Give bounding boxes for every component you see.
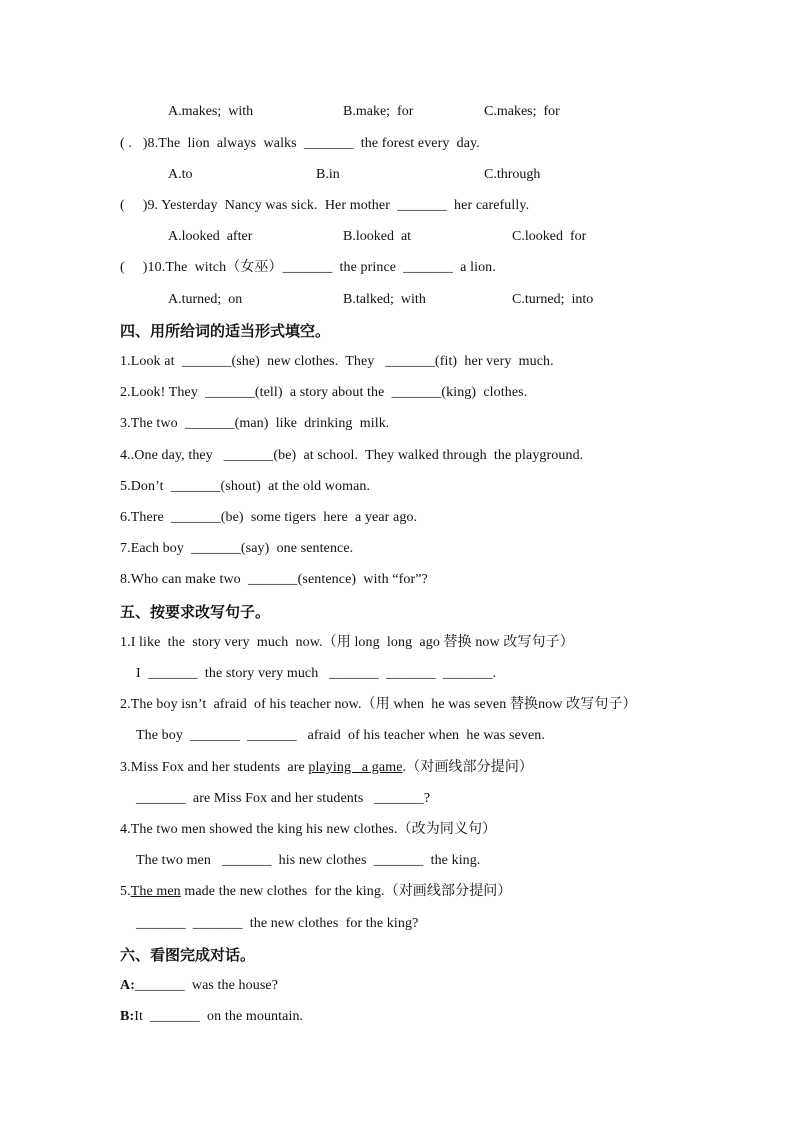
section-5-q5 [120, 880, 512, 904]
section-5-q4: 4.The two men showed the king his new clothes.（改为同义句） [120, 822, 497, 837]
q10-option-b: B.talked; with [343, 292, 426, 307]
q8-option-c: C.through [484, 167, 541, 182]
section-5-q5-rest: made the new clothes for the king.（对画线部分提问） [180, 884, 512, 899]
section-4-item-1: 1.Look at _______(she) new clothes. They _______(fit) her very much. [120, 354, 554, 369]
dialogue-line-b [120, 1005, 303, 1029]
speaker-b: B: [120, 1009, 135, 1024]
q9-option-c: C.looked for [512, 229, 587, 244]
section-5-q2: 2.The boy isn’t afraid of his teacher now.（用 when he was seven 替换now 改写句子） [120, 697, 637, 712]
section-5-q3-underlined: playing a game [308, 760, 403, 775]
section-5-q3-answer: _______ are Miss Fox and her students _______? [136, 791, 431, 806]
section-5-q4-answer: The two men _______ his new clothes _______ the king. [136, 853, 481, 868]
section-5-q5-answer: _______ _______ the new clothes for the king? [136, 916, 419, 931]
section-5-q5-underlined: The men [130, 884, 181, 899]
q9-option-b: B.looked at [343, 229, 412, 244]
q10-option-a: A.turned; on [168, 292, 243, 307]
section-4-item-2: 2.Look! They _______(tell) a story about the _______(king) clothes. [120, 385, 528, 400]
section-4-heading: 四、用所给词的适当形式填空。 [120, 322, 331, 340]
section-4-item-8: 8.Who can make two _______(sentence) with “for”? [120, 572, 428, 587]
section-5-q1-answer: I _______ the story very much _______ _______ _______. [136, 666, 497, 681]
section-4-item-4: 4..One day, they _______(be) at school. They walked through the playground. [120, 448, 584, 463]
section-5-q5-number: 5. [120, 884, 131, 899]
section-4-item-7: 7.Each boy _______(say) one sentence. [120, 541, 354, 556]
q10-stem: ( )10.The witch（女巫）_______ the prince _______ a lion. [120, 260, 496, 275]
q7-option-c: C.makes; for [484, 104, 560, 119]
speaker-a: A: [120, 978, 135, 993]
section-6-heading: 六、看图完成对话。 [120, 946, 256, 964]
q8-option-b: B.in [316, 167, 340, 182]
q8-option-a: A.to [168, 167, 193, 182]
section-4-item-5: 5.Don’t _______(shout) at the old woman. [120, 479, 371, 494]
section-4-item-3: 3.The two _______(man) like drinking milk. [120, 416, 390, 431]
q10-option-c: C.turned; into [512, 292, 594, 307]
dialogue-b-text: It _______ on the mountain. [134, 1009, 304, 1024]
section-5-heading: 五、按要求改写句子。 [120, 603, 271, 621]
q9-option-a: A.looked after [168, 229, 253, 244]
section-4-item-6: 6.There _______(be) some tigers here a year ago. [120, 510, 418, 525]
section-5-q3-part2: .（对画线部分提问） [402, 760, 534, 775]
q7-option-a: A.makes; with [168, 104, 254, 119]
q7-option-b: B.make; for [343, 104, 414, 119]
section-5-q3 [120, 756, 533, 780]
q8-stem: ( . )8.The lion always walks _______ the forest every day. [120, 136, 480, 151]
q9-stem: ( )9. Yesterday Nancy was sick. Her mother _______ her carefully. [120, 198, 530, 213]
section-5-q1: 1.I like the story very much now.（用 long long ago 替换 now 改写句子） [120, 635, 574, 650]
dialogue-a-text: _______ was the house? [134, 978, 279, 993]
dialogue-line-a [120, 974, 278, 998]
section-5-q3-part1: 3.Miss Fox and her students are [120, 760, 309, 775]
section-5-q2-answer: The boy _______ _______ afraid of his teacher when he was seven. [136, 728, 546, 743]
